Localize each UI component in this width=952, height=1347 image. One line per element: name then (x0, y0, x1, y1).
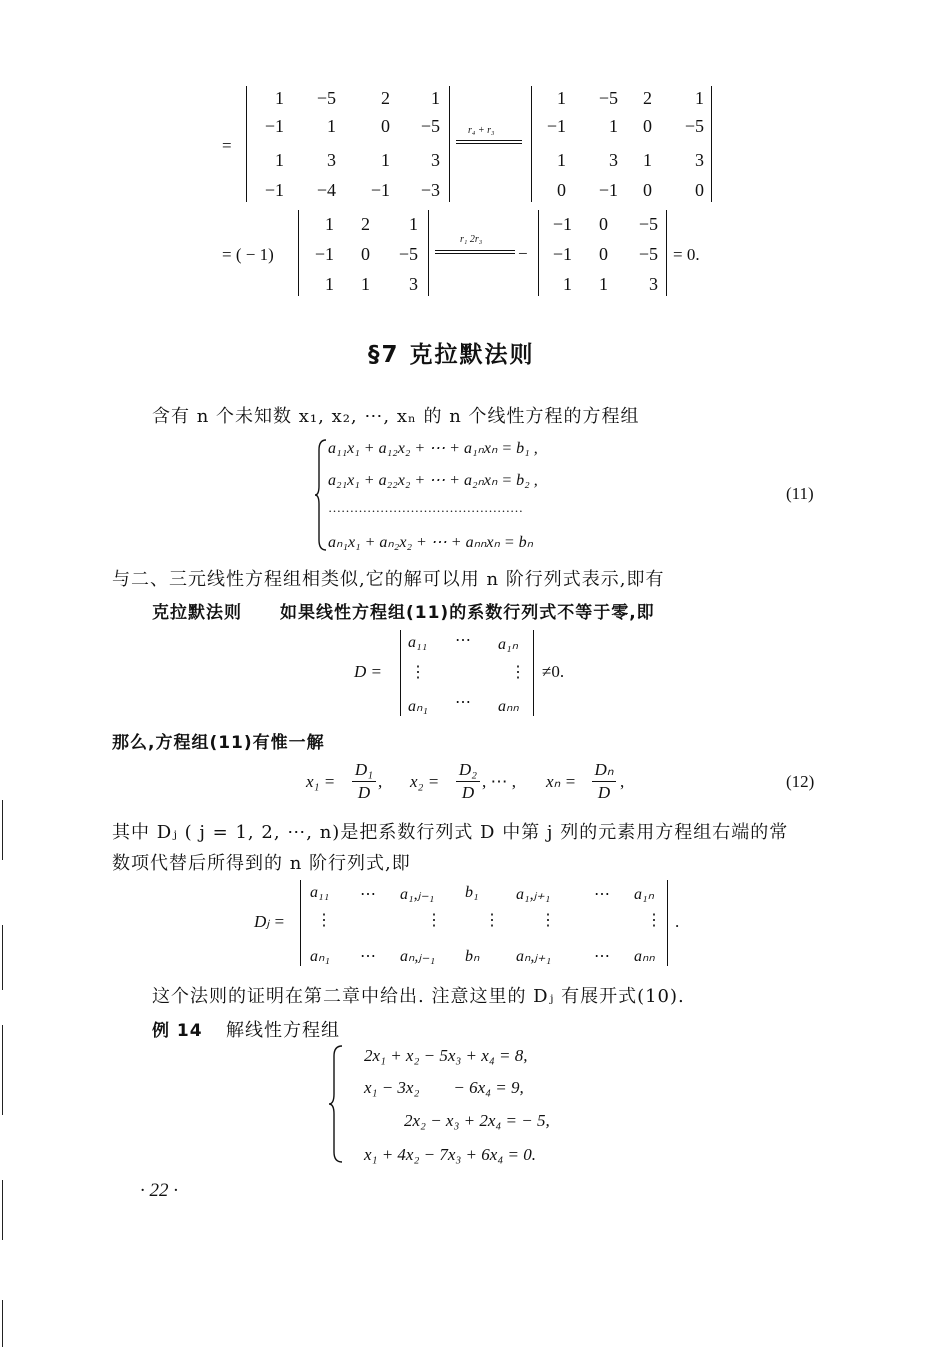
fraction-D1-over-D (352, 760, 376, 803)
Dj-entry: aₙₙ (634, 948, 655, 965)
Dj-entry: bₙ (465, 948, 480, 965)
matrix-entry: −1 (370, 180, 390, 200)
Dj-entry: b₁ (465, 884, 479, 901)
det-bar-right (666, 210, 667, 296)
paragraph: 这个法则的证明在第二章中给出. 注意这里的 Dⱼ 有展开式(10). (152, 986, 685, 1007)
det-bar-right (428, 210, 429, 296)
row-operation-label: r₁ 2r₃ (460, 234, 483, 245)
D-entry: ⋮ (410, 664, 426, 681)
matrix-entry: 3 (695, 150, 704, 170)
matrix-entry: −1 (264, 116, 284, 136)
margin-mark (2, 1300, 3, 1347)
Dj-entry: aₙ₁ (310, 948, 330, 965)
example-equation: 2x₂ − x₃ + 2x₄ = − 5, (404, 1111, 550, 1130)
det-bar-left (538, 210, 539, 296)
Dj-entry: ⋮ (646, 912, 662, 929)
matrix-entry: 1 (643, 150, 652, 170)
matrix-entry: 1 (431, 88, 440, 108)
matrix-entry: −1 (264, 180, 284, 200)
Dj-label: Dⱼ = (254, 912, 285, 931)
matrix-entry: 1 (275, 88, 284, 108)
matrix-entry: 1 (361, 274, 370, 294)
matrix-entry: 0 (599, 214, 608, 234)
matrix-entry: −1 (552, 214, 572, 234)
matrix-entry: 1 (325, 214, 334, 234)
example-label: 例 14 (152, 1021, 203, 1041)
equation-number: (12) (786, 772, 815, 791)
then-statement: 那么,方程组(11)有惟一解 (112, 733, 325, 753)
example-equation: x₁ − 3x₂ − 6x₄ = 9, (364, 1078, 524, 1097)
matrix-entry: −5 (598, 88, 618, 108)
det-bar-right (449, 86, 450, 202)
matrix-entry: −5 (316, 88, 336, 108)
row-operation-label: r₄ + r₃ (468, 125, 495, 136)
comma: , (620, 772, 625, 791)
numerator: Dₙ (594, 760, 614, 779)
Dj-entry: a₁₁ (310, 884, 330, 901)
matrix-entry: 1 (557, 88, 566, 108)
matrix-entry: −4 (316, 180, 336, 200)
matrix-entry: 2 (361, 214, 370, 234)
Dj-entry: aₙ,ⱼ₋₁ (400, 948, 436, 965)
paragraph: 与二、三元线性方程组相类似,它的解可以用 n 阶行列式表示,即有 (112, 569, 665, 590)
intro-paragraph: 含有 n 个未知数 x₁, x₂, ⋯, xₙ 的 n 个线性方程的方程组 (152, 406, 640, 427)
example-equation: x₁ + 4x₂ − 7x₃ + 6x₄ = 0. (364, 1145, 536, 1164)
matrix-entry: 3 (409, 274, 418, 294)
D-entry: a₁ₙ (498, 636, 518, 653)
x1-label: x₁ = (306, 772, 336, 791)
matrix-entry: 0 (643, 116, 652, 136)
matrix-entry: 1 (599, 274, 608, 294)
page-number: · 22 · (140, 1180, 178, 1201)
comma: , (378, 772, 383, 791)
matrix-entry: 1 (327, 116, 336, 136)
Dj-entry: ⋮ (484, 912, 500, 929)
denominator: D (357, 783, 371, 802)
Dj-entry: a₁,ⱼ₋₁ (400, 886, 435, 903)
matrix-entry: 1 (275, 150, 284, 170)
paragraph: 其中 Dⱼ ( j = 1, 2, ⋯, n)是把系数行列式 D 中第 j 列的元素用方程组右端的常 (112, 822, 789, 843)
D-label: D = (354, 662, 382, 681)
margin-mark (2, 1180, 3, 1240)
section-title: §7 克拉默法则 (368, 342, 535, 368)
matrix-entry: 1 (695, 88, 704, 108)
transform-arrow (456, 140, 522, 144)
system-line: a₁₁x₁ + a₁₂x₂ + ⋯ + a₁ₙxₙ = b₁ , (328, 440, 538, 457)
det-bar-left (400, 630, 401, 716)
matrix-entry: −3 (420, 180, 440, 200)
det-bar-right (533, 630, 534, 716)
system-line: a₂₁x₁ + a₂₂x₂ + ⋯ + a₂ₙxₙ = b₂ , (328, 472, 538, 489)
fraction-D2-over-D (456, 760, 480, 803)
system-dots: ……………………………………… (328, 500, 523, 515)
Dj-entry: ⋯ (360, 886, 376, 903)
paragraph: 数项代替后所得到的 n 阶行列式,即 (112, 853, 411, 874)
matrix-entry: 3 (609, 150, 618, 170)
fraction-Dn-over-D (592, 760, 616, 803)
xn-label: xₙ = (546, 772, 577, 791)
matrix-entry: 3 (327, 150, 336, 170)
Dj-entry: a₁ₙ (634, 886, 654, 903)
matrix-entry: −1 (546, 116, 566, 136)
matrix-entry: 1 (609, 116, 618, 136)
matrix-entry: 0 (695, 180, 704, 200)
matrix-entry: 3 (431, 150, 440, 170)
det-bar-right (711, 86, 712, 202)
Dj-entry: aₙ,ⱼ₊₁ (516, 948, 552, 965)
system-line: aₙ₁x₁ + aₙ₂x₂ + ⋯ + aₙₙxₙ = bₙ (328, 534, 533, 551)
matrix-entry: 1 (381, 150, 390, 170)
ellipsis: , ⋯ , (482, 772, 516, 791)
Dj-entry: ⋯ (594, 948, 610, 965)
matrix-entry: −1 (598, 180, 618, 200)
matrix-entry: 1 (563, 274, 572, 294)
numerator: D₂ (458, 760, 478, 779)
det-bar-left (531, 86, 532, 202)
negative-one-factor: = ( − 1) (222, 245, 274, 264)
matrix-entry: 0 (557, 180, 566, 200)
example-brace (328, 1044, 344, 1168)
matrix-entry: 2 (643, 88, 652, 108)
matrix-entry: −1 (552, 244, 572, 264)
minus-sign: − (518, 244, 528, 263)
example-equation: 2x₁ + x₂ − 5x₃ + x₄ = 8, (364, 1046, 528, 1065)
det-bar-left (246, 86, 247, 202)
margin-mark (2, 925, 3, 990)
matrix-entry: 3 (649, 274, 658, 294)
Dj-entry: ⋮ (316, 912, 332, 929)
D-entry: ⋯ (455, 694, 471, 711)
Dj-entry: ⋯ (594, 886, 610, 903)
equation-number: (11) (786, 484, 814, 503)
rule-heading: 克拉默法则 (152, 603, 242, 623)
numerator: D₁ (354, 760, 374, 779)
D-entry: ⋯ (455, 632, 471, 649)
D-entry: aₙ₁ (408, 698, 428, 715)
rule-statement: 如果线性方程组(11)的系数行列式不等于零,即 (280, 603, 655, 623)
matrix-entry: −5 (420, 116, 440, 136)
result-zero: = 0. (673, 245, 700, 264)
matrix-entry: −1 (314, 244, 334, 264)
matrix-entry: 0 (643, 180, 652, 200)
D-entry: a₁₁ (408, 634, 428, 651)
matrix-entry: 2 (381, 88, 390, 108)
det-bar-left (300, 880, 301, 966)
matrix-entry: −5 (638, 244, 658, 264)
system-brace (314, 438, 324, 550)
period: . (675, 912, 680, 931)
Dj-entry: ⋮ (426, 912, 442, 929)
matrix-entry: 1 (325, 274, 334, 294)
example-text: 解线性方程组 (226, 1020, 340, 1041)
det-bar-left (298, 210, 299, 296)
matrix-entry: −5 (684, 116, 704, 136)
D-entry: ⋮ (510, 664, 526, 681)
Dj-entry: a₁,ⱼ₊₁ (516, 886, 551, 903)
Dj-entry: ⋯ (360, 948, 376, 965)
x2-label: x₂ = (410, 772, 440, 791)
denominator: D (461, 783, 475, 802)
transform-arrow (435, 250, 515, 254)
matrix-entry: 1 (409, 214, 418, 234)
det-bar-right (667, 880, 668, 966)
matrix-entry: 1 (557, 150, 566, 170)
Dj-entry: ⋮ (540, 912, 556, 929)
matrix-entry: 0 (361, 244, 370, 264)
matrix-entry: −5 (398, 244, 418, 264)
equals-sign: = (222, 136, 232, 155)
matrix-entry: 0 (381, 116, 390, 136)
matrix-entry: −5 (638, 214, 658, 234)
not-equal-zero: ≠0. (542, 662, 565, 681)
denominator: D (597, 783, 611, 802)
matrix-entry: 0 (599, 244, 608, 264)
margin-mark (2, 1025, 3, 1115)
D-entry: aₙₙ (498, 698, 519, 715)
margin-mark (2, 800, 3, 860)
